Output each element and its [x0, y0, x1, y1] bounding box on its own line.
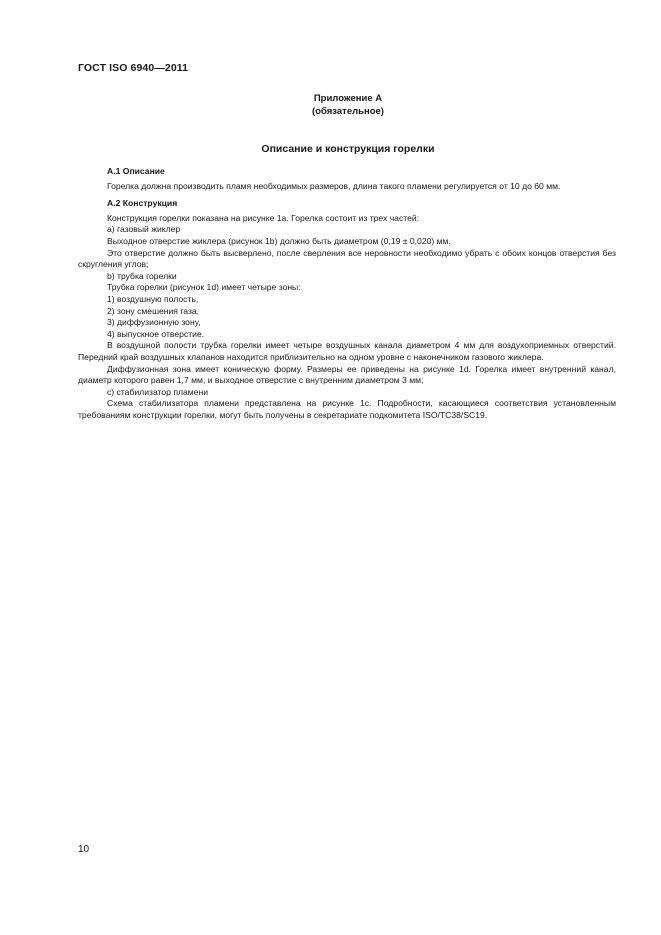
- paragraph: Это отверстие должно быть высверлено, после сверления все неровности необходимо убрать с обоих концов отверстия без скругления углов;: [78, 247, 616, 270]
- paragraph: Горелка должна производить пламя необходимых размеров, длина такого пламени регулируется от 10 до 60 мм.: [107, 180, 561, 191]
- paragraph: Схема стабилизатора пламени представлена на рисунке 1с. Подробности, касающиеся соответствия установленным требованиям конструкции горелки, могут быть получены в секретариате подкомитета ISO/TC38/SC19.: [78, 398, 616, 420]
- list-item: 1) воздушную полость,: [107, 293, 199, 304]
- list-item: 2) зону смешения газа,: [107, 305, 200, 316]
- subsection-heading-a2: А.2 Конструкция: [107, 198, 178, 209]
- annex-status: (обязательное): [312, 106, 384, 117]
- document-body: [78, 166, 616, 421]
- list-item: 3) диффузионную зону,: [107, 317, 201, 328]
- annex-title: Приложение А: [313, 93, 383, 104]
- list-item: b) трубка горелки: [107, 270, 177, 281]
- paragraph: Выходное отверстие жиклера (рисунок 1b) должно быть диаметром (0,19 ± 0,020) мм.: [107, 235, 451, 246]
- section-title: Описание и конструкция горелки: [261, 143, 435, 155]
- paragraph: Трубка горелки (рисунок 1d) имеет четыре зоны:: [107, 282, 301, 293]
- annex-heading: [78, 92, 618, 118]
- subsection-heading-a1: А.1 Описание: [107, 166, 165, 176]
- page-number: 10: [78, 844, 90, 855]
- list-item: а) газовый жиклер: [107, 224, 181, 235]
- paragraph: В воздушной полости трубка горелки имеет четыре воздушных канала диаметром 4 мм для воздухоприемных отверстий. Передний край воздушных клапанов находится приблизительно на одном уровне с наконечником газового жиклера.: [78, 340, 616, 362]
- list-item: 4) выпускное отверстие.: [107, 328, 205, 339]
- list-item: с) стабилизатор пламени: [107, 386, 208, 397]
- document-header: ГОСТ ISO 6940—2011: [78, 62, 189, 74]
- paragraph: Диффузионная зона имеет коническую форму. Размеры ее приведены на рисунке 1d. Горелка имеет внутренний канал, диаметр которого равен 1,7 мм, и выходное отверстие с внутренним диаметром 3 мм;: [78, 363, 616, 386]
- paragraph: Конструкция горелки показана на рисунке 1а. Горелка состоит из трех частей:: [107, 212, 420, 223]
